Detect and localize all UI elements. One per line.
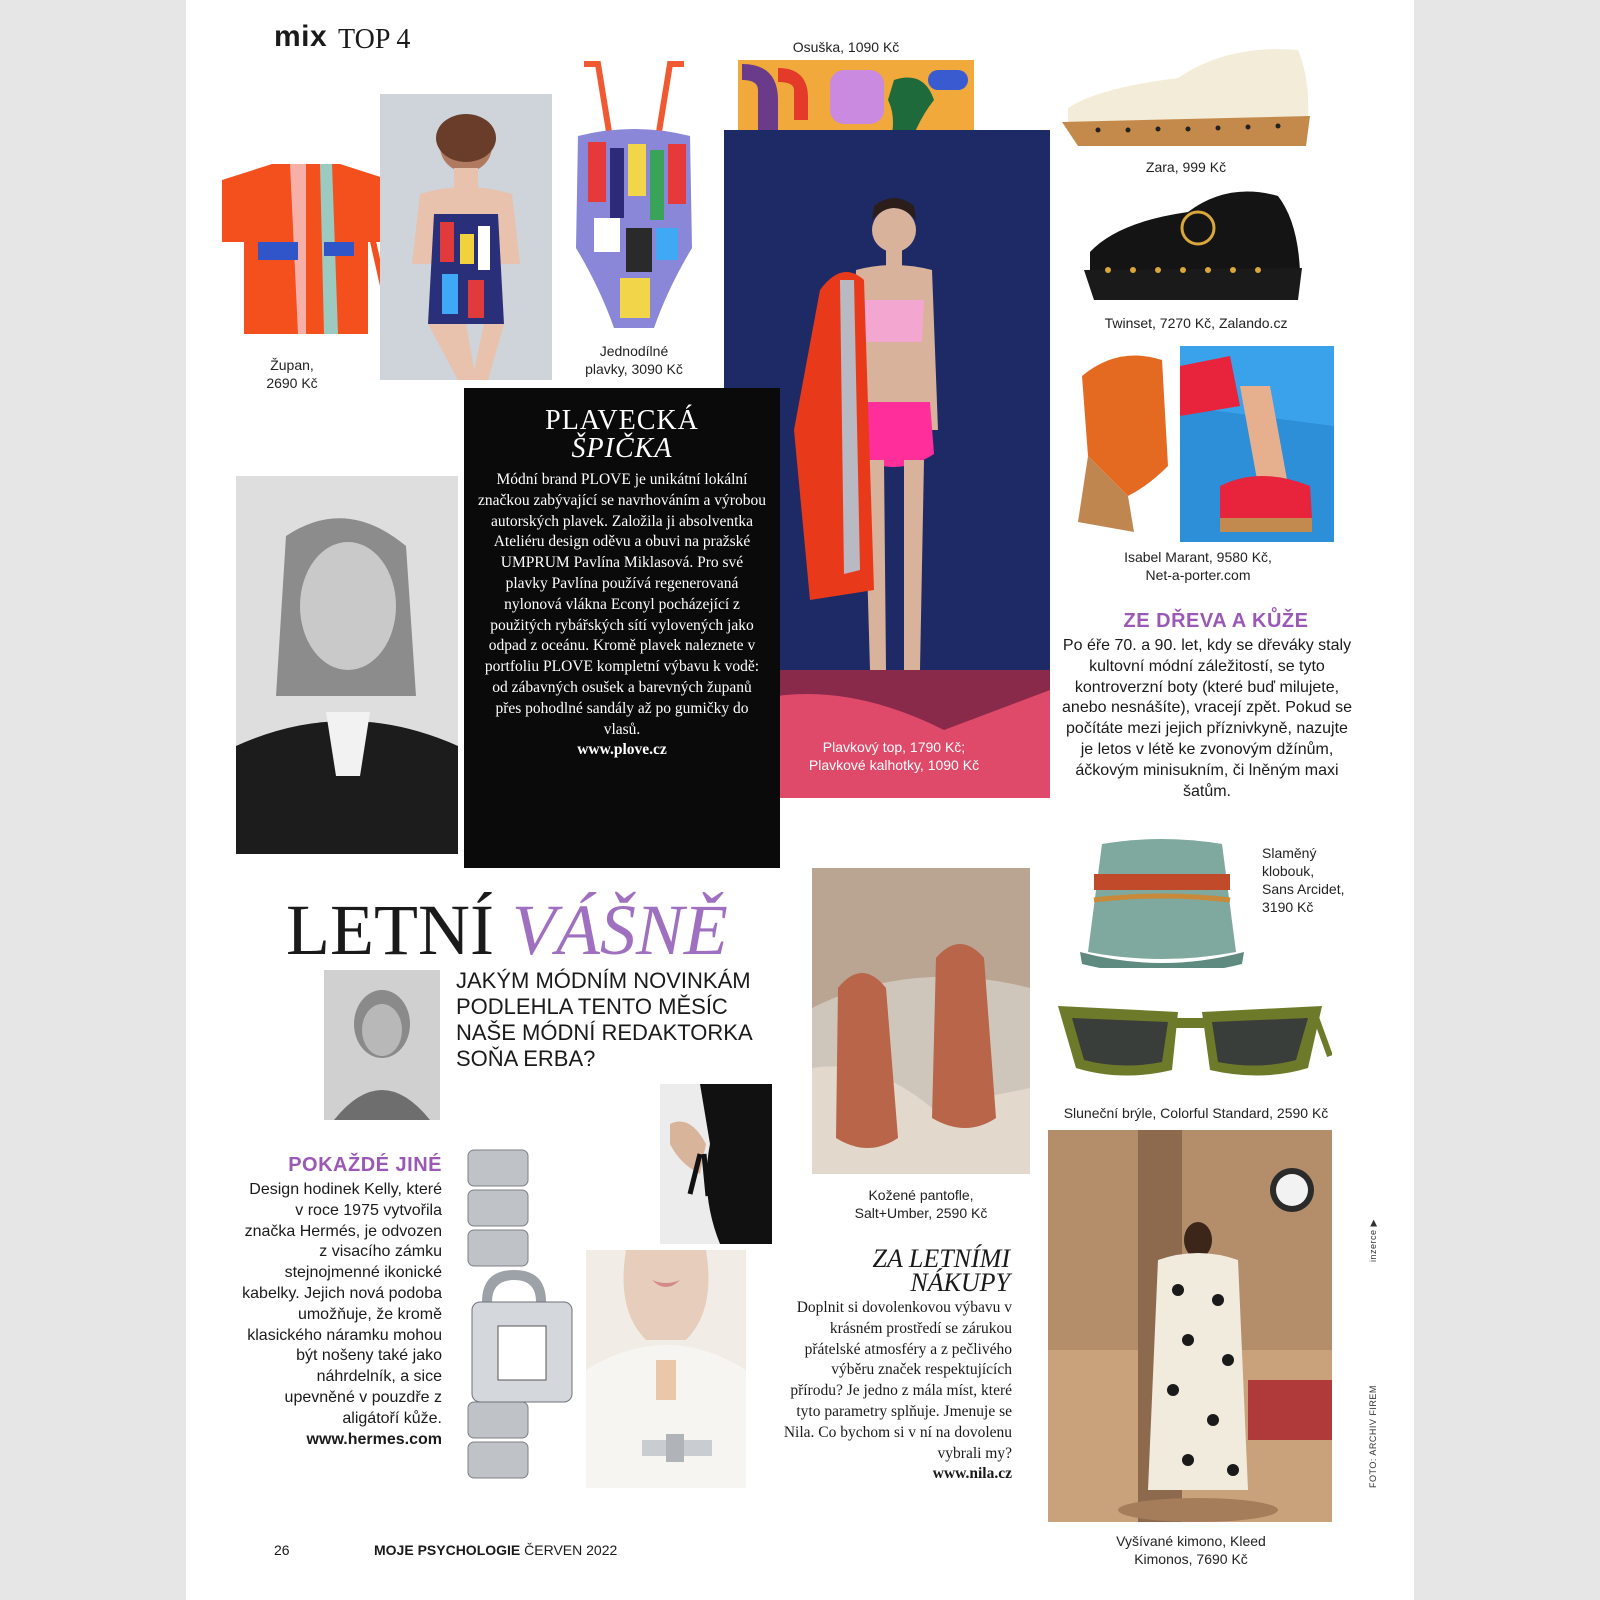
sunglasses-photo	[1052, 990, 1332, 1090]
text-za-letnimi-nakupy	[776, 1298, 1012, 1485]
caption-klobouk-line4: 3190 Kč	[1262, 899, 1314, 915]
heading-za-letnimi-line1: ZA LETNÍMI	[872, 1244, 1010, 1273]
photo-credit: FOTO: ARCHIV FIREM	[1368, 1385, 1378, 1488]
plove-title-line2: ŠPIČKA	[571, 433, 673, 464]
leather-slippers-photo	[812, 868, 1030, 1174]
feature-title-plain: LETNÍ	[286, 890, 494, 970]
page-number: 26	[274, 1542, 290, 1558]
caption-isabel-marant: Isabel Marant, 9580 Kč,	[1124, 549, 1272, 565]
caption-plavky-line2: plavky, 3090 Kč	[585, 361, 683, 377]
plove-body-text: Módní brand PLOVE je unikátní lokální značkou zabývající se navrhováním a výrobou autorských plavek. Založila ji absolventka Ateliéru design oděvu a obuvi na pražské UMPRUM Pavlína Miklasová. Pro své plavky Pavlína používá regenerovaná nylonová vlákna Econyl pocházející z použitých rybářských sítí vylovených jako odpad z oceánu. Kromě plavek naleznete v portfoliu PLOVE kompletní výbavu k vodě: od zábavných osušek a barevných županů přes pohodlné sandály až po gumičky do vlasů.	[478, 471, 766, 738]
one-piece-swimsuit-photo	[564, 58, 704, 338]
caption-zupan-line1: Župan,	[270, 357, 314, 373]
caption-klobouk-line2: klobouk,	[1262, 863, 1315, 879]
caption-pantofle-line2: Salt+Umber, 2590 Kč	[854, 1205, 988, 1221]
black-bodysuit-photo	[660, 1084, 772, 1244]
nila-website-link[interactable]: www.nila.cz	[932, 1465, 1012, 1483]
pokazde-body-text: Design hodinek Kelly, které v roce 1975 vytvořila značka Hermés, je odvozen z visacího zámku stejnojmenné ikonické kabelky. Jejich nová podoba umožňuje, že kromě klasického náramku mohou být nošeny také jako náhrdelník, a sice upevněné v pouzdře z aligátoří kůže.	[242, 1181, 442, 1427]
magazine-issue: ČERVEN 2022	[524, 1542, 618, 1558]
text-pokazde-jine	[242, 1180, 442, 1450]
caption-zupan-line2: 2690 Kč	[266, 375, 318, 391]
caption-osuska: Osuška, 1090 Kč	[792, 39, 900, 55]
hermes-website-link[interactable]: www.hermes.com	[306, 1430, 442, 1448]
zara-clog-photo	[1058, 38, 1318, 148]
twinset-clog-photo	[1078, 182, 1308, 302]
text-ze-dreva-a-kuze: Po éře 70. a 90. let, kdy se dřeváky staly kultovní módní záležitostí, se tyto kontroverzní boty (které buď milujete, anebo nesnášíte), vracejí zpět. Pokud se počítáte mezi jejich příznivkyně, nazujte je letos v létě ke zvonovým džínům, áčkovým minisukním, či lněným maxi šatům.	[1062, 637, 1352, 800]
heading-za-letnimi-line2: NÁKUPY	[910, 1268, 1010, 1297]
red-clog-model-photo	[1180, 346, 1334, 542]
inzerce-label: inzerce ▶	[1368, 1219, 1378, 1262]
caption-bryle: Sluneční brýle, Colorful Standard, 2590 Kč	[1063, 1105, 1329, 1121]
heading-ze-dreva-a-kuze: ZE DŘEVA A KŮŽE	[1123, 610, 1309, 632]
caption-pantofle-line1: Kožené pantofle,	[868, 1187, 974, 1203]
caption-klobouk-line3: Sans Arcidet,	[1262, 881, 1345, 897]
heading-pokazde-jine: POKAŽDÉ JINÉ	[288, 1154, 442, 1176]
caption-plavky-line1: Jednodílné	[599, 343, 669, 359]
caption-plavkove-kalhotky: Plavkové kalhotky, 1090 Kč	[808, 757, 980, 773]
kimono-model-photo	[1048, 1130, 1332, 1522]
designer-portrait-photo	[236, 476, 458, 854]
plove-info-box	[464, 388, 780, 868]
feature-title-italic: VÁŠNĚ	[511, 890, 728, 970]
caption-twinset: Twinset, 7270 Kč, Zalando.cz	[1104, 315, 1288, 331]
magazine-page	[186, 0, 1414, 1600]
caption-kimono-line2: Kimonos, 7690 Kč	[1134, 1551, 1248, 1567]
swimsuit-model-photo	[380, 94, 552, 380]
feature-subtitle: JAKÝM MÓDNÍM NOVINKÁM PODLEHLA TENTO MĚSÍC NAŠE MÓDNÍ REDAKTORKA SOŇA ERBA?	[456, 968, 752, 1071]
magazine-name: MOJE PSYCHOLOGIE	[374, 1542, 521, 1558]
zaletnimi-body-text: Doplnit si dovolenkovou výbavu v krásném prostředí se zárukou přátelské atmosféry a z pečlivého výběru značek respektujících přírodu? Je jedno z mála míst, které tyto parametry splňuje. Jmenuje se Nila. Co bychom si v ní na dovolenu vybrali my?	[783, 1299, 1012, 1462]
caption-kimono-line1: Vyšívané kimono, Kleed	[1116, 1533, 1266, 1549]
feature-title	[286, 890, 728, 970]
section-label-top4: TOP 4	[338, 24, 411, 55]
plove-text	[478, 470, 766, 761]
editor-portrait-photo	[324, 970, 440, 1120]
watch-necklace-model-photo	[586, 1250, 746, 1488]
caption-net-a-porter: Net-a-porter.com	[1145, 567, 1251, 583]
straw-hat-photo	[1076, 834, 1248, 968]
orange-clog-photo	[1058, 346, 1176, 536]
caption-plavkovy-top: Plavkový top, 1790 Kč;	[822, 739, 966, 755]
magazine-footer	[374, 1542, 617, 1558]
robe-photo	[220, 158, 392, 342]
section-label-mix: mix	[274, 20, 328, 53]
plove-title-line1: PLAVECKÁ	[545, 405, 699, 436]
caption-klobouk-line1: Slaměný	[1262, 845, 1317, 861]
plove-website-link[interactable]: www.plove.cz	[577, 741, 667, 759]
caption-zara: Zara, 999 Kč	[1145, 159, 1227, 175]
hermes-kelly-watch-photo	[452, 1146, 576, 1486]
